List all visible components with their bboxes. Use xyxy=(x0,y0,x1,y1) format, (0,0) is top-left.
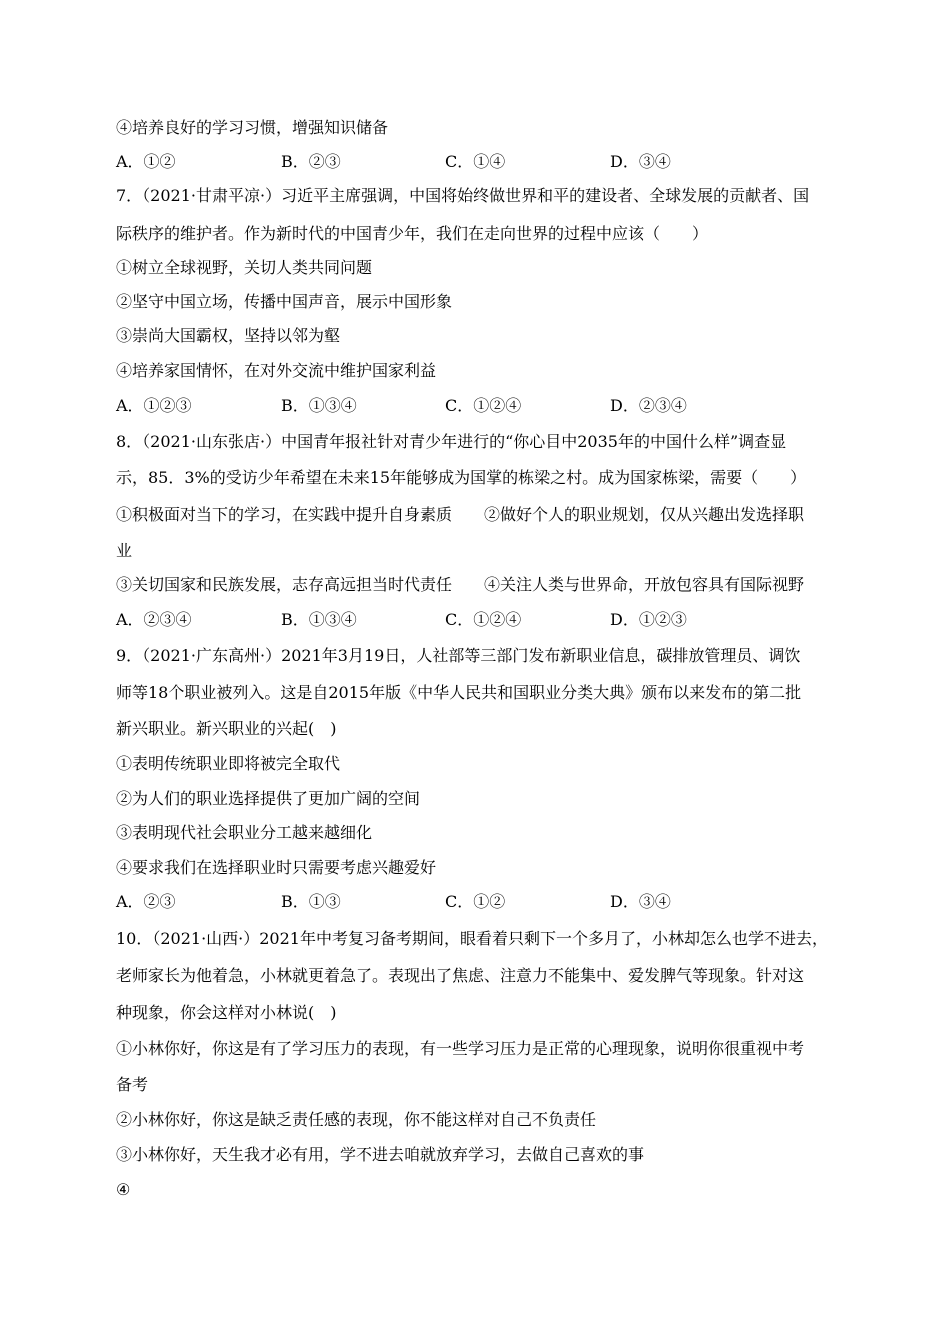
question-7-stem: 7．（2021·甘肃平凉·）习近平主席强调，中国将始终做世界和平的建设者、全球发展的贡献者、国 xyxy=(116,186,810,205)
option-b: B．②③ xyxy=(281,152,341,171)
option-c: C．①②④ xyxy=(445,610,522,629)
option-a: A．①②③ xyxy=(116,396,192,415)
statement: ④ xyxy=(116,1180,131,1199)
question-9-stem: 师等18个职业被列入。这是自2015年版《中华人民共和国职业分类大典》颁布以来发布的第二批 xyxy=(116,683,802,702)
option-a: A．②③④ xyxy=(116,610,192,629)
statement: ④培养家国情怀，在对外交流中维护国家利益 xyxy=(116,361,437,380)
statement: ③表明现代社会职业分工越来越细化 xyxy=(116,823,373,842)
question-10-stem: 10．（2021·山西·）2021年中考复习备考期间，眼看着只剩下一个多月了，小林却怎么也学不进去， xyxy=(116,929,828,948)
option-a: A．②③ xyxy=(116,892,176,911)
statement: ②坚守中国立场，传播中国声音，展示中国形象 xyxy=(116,292,453,311)
statement: ③崇尚大国霸权，坚持以邻为壑 xyxy=(116,326,341,345)
question-9-stem: 新兴职业。新兴职业的兴起( ) xyxy=(116,719,337,738)
statement: ③小林你好，天生我才必有用，学不进去咱就放弃学习，去做自己喜欢的事 xyxy=(116,1145,645,1164)
question-8-stem: 示，85．3%的受访少年希望在未来15年能够成为国掌的栋梁之村。成为国家栋梁，需要（ ） xyxy=(116,468,807,487)
question-7-stem: 际秩序的维护者。作为新时代的中国青少年，我们在走向世界的过程中应该（ ） xyxy=(116,224,709,243)
question-10-stem: 老师家长为他着急，小林就更着急了。表现出了焦虑、注意力不能集中、爱发脾气等现象。针对这 xyxy=(116,966,805,985)
option-d: D．①②③ xyxy=(610,610,687,629)
text-line: ④培养良好的学习习惯，增强知识储备 xyxy=(116,118,389,137)
option-b: B．①③ xyxy=(281,892,341,911)
option-c: C．①② xyxy=(445,892,506,911)
question-9-stem: 9．（2021·广东高州·）2021年3月19日，人社部等三部门发布新职业信息，碳排放管理员、调饮 xyxy=(116,646,801,665)
statement: ①表明传统职业即将被完全取代 xyxy=(116,754,341,773)
statement: ①小林你好，你这是有了学习压力的表现，有一些学习压力是正常的心理现象，说明你很重视中考 xyxy=(116,1039,805,1058)
question-8-stem: 8．（2021·山东张店·）中国青年报社针对青少年进行的“你心目中2035年的中国什么样”调查显 xyxy=(116,432,787,451)
option-d: D．②③④ xyxy=(610,396,687,415)
option-c: C．①④ xyxy=(445,152,506,171)
statement: 业 xyxy=(116,541,133,560)
option-c: C．①②④ xyxy=(445,396,522,415)
statement: ④要求我们在选择职业时只需要考虑兴趣爱好 xyxy=(116,858,437,877)
option-d: D．③④ xyxy=(610,152,671,171)
option-b: B．①③④ xyxy=(281,610,357,629)
statement: ①积极面对当下的学习，在实践中提升自身素质 ②做好个人的职业规划，仅从兴趣出发选择职 xyxy=(116,505,805,524)
statement: 备考 xyxy=(116,1075,149,1094)
question-10-stem: 种现象，你会这样对小林说( ) xyxy=(116,1003,337,1022)
option-d: D．③④ xyxy=(610,892,671,911)
statement: ②小林你好，你这是缺乏责任感的表现，你不能这样对自己不负责任 xyxy=(116,1110,597,1129)
statement: ③关切国家和民族发展，志存高远担当时代责任 ④关注人类与世界命，开放包容具有国际视野 xyxy=(116,575,805,594)
option-a: A．①② xyxy=(116,152,176,171)
option-b: B．①③④ xyxy=(281,396,357,415)
statement: ②为人们的职业选择提供了更加广阔的空间 xyxy=(116,789,421,808)
statement: ①树立全球视野，关切人类共同问题 xyxy=(116,258,373,277)
